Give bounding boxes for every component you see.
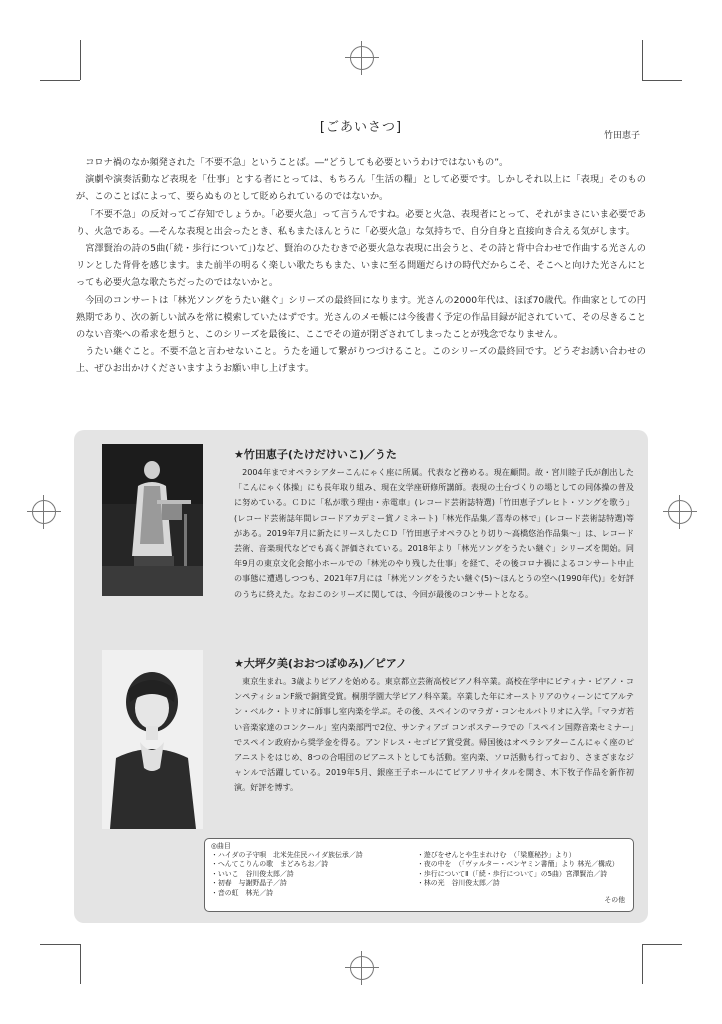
singer-photo xyxy=(102,444,203,596)
program-others: その他 xyxy=(604,895,625,904)
program-item: ・遊びをせんとや生まれけむ （「梁塵秘抄」より） xyxy=(417,851,576,859)
greeting-paragraph: 今回のコンサートは「林光ソングをうたい継ぐ」シリーズの最終回になります。光さんの2000年代は、ほぼ70歳代。作曲家としての円熟期であり、次の新しい試みを常に模索していたはずです。光さんのメモ帳には今後書く予定の作品目録が記されていて、その尽きることのない音楽への希求を想うと、このシリーズを最後に、ここでその道が閉ざされてしまったことが残念でなりません。 xyxy=(76,294,646,341)
registration-mark xyxy=(668,500,692,524)
pianist-profile xyxy=(234,657,634,796)
program-item: ・へんてこりんの歌 まどみちお／詩 xyxy=(211,860,329,869)
pianist-bio: 東京生まれ。3歳よりピアノを始める。東京都立芸術高校ピアノ科卒業。高校在学中にビティナ・ピアノ・コンペティションF級で銅賞受賞。桐朋学園大学ピアノ科卒業。卒業した年にオーストリアのウィーンにてアルテン・ベルク・トリオに師事し室内楽を学ぶ。その後、スペインのマラガ・コンセルバトリオに入学。「マラガ若い音楽家達のコンクール」室内楽部門で2位、サンティアゴ コンポステーラでの「スペイン国際音楽セミナー」でスペイン政府から奨学金を得る。アンドレス・セゴビア賞受賞。帰国後はオペラシアターこんにゃく座のピアニストをはじめ、8つの合唱団のピアニストとしても活動。室内楽、ソロ活動も行っており、さまざまなジャンルで活躍している。2019年5月、銀座王子ホールにてピアノリサイタルを開き、木下牧子作品を新作初演。好評を博す。 xyxy=(234,676,634,793)
singer-name: ★竹田恵子(たけだけいこ)／うた xyxy=(234,448,397,461)
pianist-name: ★大坪夕美(おおつぼゆみ)／ピアノ xyxy=(234,657,407,670)
program-item: ・音の虹 林光／詩 xyxy=(211,888,274,897)
crop-mark xyxy=(642,944,682,945)
crop-mark xyxy=(80,944,81,984)
program-list-left xyxy=(211,851,411,898)
greeting-paragraph: うたい継ぐこと。不要不急と言わせないこと。うたを通して繋がりつづけること。このシリーズの最終回です。どうぞお誘い合わせの上、ぜひお出かけくださいますようお願い申し上げます。 xyxy=(76,346,646,375)
program-item: ・歩行についてⅡ（「続・歩行について」の5曲）宮澤賢治／詩 xyxy=(417,869,608,878)
crop-mark xyxy=(40,944,80,945)
greeting-author: 竹田恵子 xyxy=(603,131,640,141)
pianist-photo xyxy=(102,650,203,829)
registration-mark xyxy=(350,46,374,70)
singer-bio: 2004年までオペラシアターこんにゃく座に所属。代表など務める。現在顧問。故・宮川睦子氏が創出した「こんにゃく体操」にも長年取り組み、現在文学座研修所講師。表現の土台づくりの場としての同体操の普及に努めている。ＣＤに「私が歌う理由・赤電車」(レコード芸術誌特選)「竹田恵子プレヒト・ソングを歌う」(レコード芸術誌年間レコードアカデミー賞ノミネート)「林光作品集／喜寿の林で」(レコード芸術誌特選)等がある。2019年7月に新たにリースしたＣＤ「竹田恵子オペラひとり切り〜高橋悠治作品集〜」は、レコード芸術、音楽現代などでも高く評価されている。2018年より「林光ソングをうたい継ぐ」シリーズを開始。同年9月の東京文化会館小ホールでの「林光のやり残した仕事」を経て、その後コロナ禍によるコンサート中止の事態に遭遇しつつも、2021年7月には「林光ソングをうたい継ぐ(5)〜ほんとうの空へ(1990年代)」を好評のうちに終えた。なおこのシリーズに関しては、今回が最後のコンサートとなる。 xyxy=(234,467,634,599)
crop-mark xyxy=(80,40,81,80)
crop-mark xyxy=(40,80,80,81)
greeting-body xyxy=(76,154,646,378)
program-list-right xyxy=(417,851,627,889)
crop-mark xyxy=(642,40,643,80)
registration-mark xyxy=(350,956,374,980)
profile-section xyxy=(74,430,648,923)
program-item: ・いいこ 谷川俊太郎／詩 xyxy=(211,869,294,878)
program-item: ・ハイダの子守唄 北米先住民ハイダ族伝承／詩 xyxy=(211,851,363,859)
greeting-paragraph: 宮澤賢治の詩の5曲(「続・歩行について」)など、賢治のひたむきで必要火急な表現に出会うと、その詩と背中合わせで作曲する光さんのリンとした背骨を感じます。また前半の明るく楽しい歌たちもまた、いまに至る問題だらけの時代だからこそ、そこへと向けた光さんにとっても必要火急な歌たちだったのではないかと。 xyxy=(76,243,646,289)
crop-mark xyxy=(642,80,682,81)
pianist-photo-image xyxy=(102,650,203,829)
program-item: ・初春 与謝野晶子／詩 xyxy=(211,879,287,888)
program-heading: ◎曲目 xyxy=(211,842,231,850)
crop-mark xyxy=(642,944,643,984)
program-item: ・林の光 谷川俊太郎／詩 xyxy=(417,879,500,888)
greeting-paragraph: 「不要不急」の反対ってご存知でしょうか。「必要火急」って言うんですね。必要と火急、表現者にとって、それがまさにいま必要であり、火急である。―そんな表現と出会ったとき、私もまたほんとうに「必要火急」な気持ちで、自分自身と直接向き合える気がします。 xyxy=(76,208,646,237)
greeting-paragraph: 演劇や演奏活動など表現を「仕事」とする者にとっては、もちろん「生活の糧」として必要です。しかしそれ以上に「表現」そのものが、このことばによって、要らぬものとして貶められているのではないか。 xyxy=(76,174,646,203)
greeting-title: [ごあいさつ] xyxy=(319,120,403,135)
singer-photo-image xyxy=(102,444,203,596)
singer-profile xyxy=(234,448,634,602)
registration-mark xyxy=(32,500,56,524)
greeting-paragraph: コロナ禍のなか頻発された「不要不急」ということば。―“どうしても必要というわけではないもの”。 xyxy=(85,157,509,168)
program-item: ・夜の中を （「ヴァルター・ベンヤミン書簡」より 林光／構成） xyxy=(417,860,619,869)
program-box xyxy=(204,838,634,912)
